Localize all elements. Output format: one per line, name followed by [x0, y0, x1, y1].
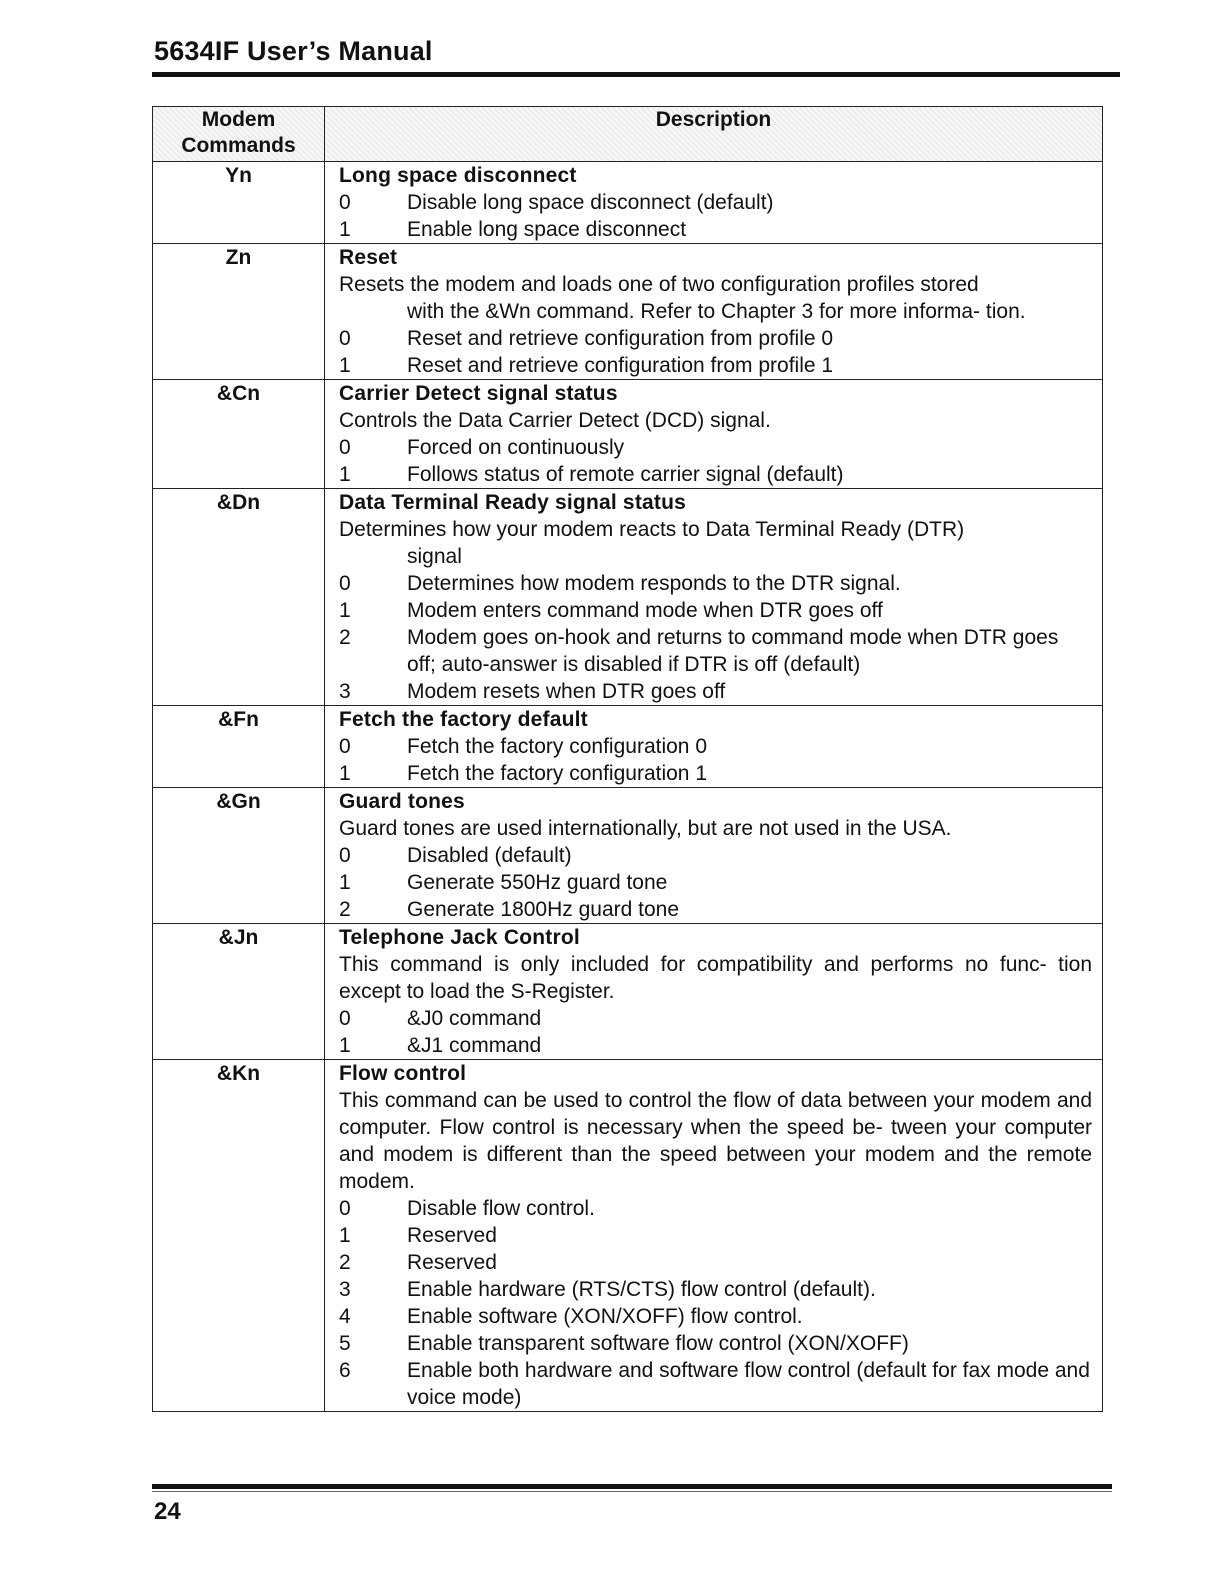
- option-number: 1: [339, 1224, 351, 1247]
- description-cell: [325, 706, 1103, 788]
- paragraph-text: Controls the Data Carrier Detect (DCD) signal.: [339, 409, 771, 432]
- option-text: Disabled (default): [407, 844, 572, 867]
- command-title: Reset: [339, 246, 398, 269]
- description-paragraph: [339, 815, 1092, 842]
- paragraph-text: Guard tones are used internationally, but are not used in the USA.: [339, 817, 952, 840]
- description-paragraph: [339, 271, 1092, 325]
- option-item: [339, 189, 1092, 216]
- paragraph-text: This command can be used to control the flow of data between your modem and computer. Flow control is necessary when the speed be- tween your computer and modem is different than the speed between your modem and the remote modem.: [339, 1089, 1092, 1193]
- option-number: 0: [339, 191, 351, 214]
- option-number: 3: [339, 680, 351, 703]
- paragraph-text: This command is only included for compatibility and performs no func- tion except to load the S-Register.: [339, 953, 1092, 1003]
- description-paragraph: [339, 1087, 1092, 1195]
- column-header-command-line1: Modem: [201, 108, 276, 131]
- option-number: 1: [339, 871, 351, 894]
- option-number: 0: [339, 735, 351, 758]
- option-item: [339, 869, 1092, 896]
- command-title: Fetch the factory default: [339, 708, 588, 731]
- option-item: [339, 733, 1092, 760]
- option-text: Fetch the factory configuration 1: [407, 762, 707, 785]
- option-text: Follows status of remote carrier signal (default): [407, 463, 844, 486]
- option-item: [339, 1195, 1092, 1222]
- column-header-command: [153, 107, 325, 162]
- description-cell: [325, 924, 1103, 1060]
- command-title: Flow control: [339, 1062, 467, 1085]
- option-text: Reset and retrieve configuration from profile 0: [407, 327, 834, 350]
- option-item: [339, 216, 1092, 243]
- description-cell: [325, 1060, 1103, 1412]
- option-item: [339, 842, 1092, 869]
- option-number: 0: [339, 436, 351, 459]
- option-number: 2: [339, 1251, 351, 1274]
- option-number: 4: [339, 1305, 351, 1328]
- command-cell: &Jn: [153, 924, 325, 1060]
- option-item: [339, 678, 1092, 705]
- paragraph-continuation: with the &Wn command. Refer to Chapter 3 for more informa- tion.: [407, 300, 1026, 323]
- table-body: [153, 162, 1103, 1412]
- table-row: [153, 1060, 1103, 1412]
- option-text: Disable flow control.: [407, 1197, 595, 1220]
- option-text: Reserved: [407, 1224, 497, 1247]
- table-row: [153, 706, 1103, 788]
- option-text: &J0 command: [407, 1007, 542, 1030]
- option-item: [339, 1249, 1092, 1276]
- option-number: 0: [339, 1007, 351, 1030]
- option-text: Enable both hardware and software flow control (default for fax mode and voice mode): [407, 1359, 1090, 1409]
- option-text: Reset and retrieve configuration from profile 1: [407, 354, 834, 377]
- option-text: Disable long space disconnect (default): [407, 191, 774, 214]
- command-cell: &Gn: [153, 788, 325, 924]
- description-cell: [325, 489, 1103, 706]
- description-cell: [325, 244, 1103, 380]
- command-cell: &Dn: [153, 489, 325, 706]
- command-title: Carrier Detect signal status: [339, 382, 618, 405]
- table-row: [153, 788, 1103, 924]
- page-number: 24: [154, 1498, 181, 1525]
- option-text: Fetch the factory configuration 0: [407, 735, 707, 758]
- option-number: 3: [339, 1278, 351, 1301]
- option-number: 5: [339, 1332, 351, 1355]
- paragraph-text: Determines how your modem reacts to Data Terminal Ready (DTR): [339, 518, 965, 541]
- description-paragraph: [339, 951, 1092, 1005]
- option-number: 0: [339, 327, 351, 350]
- command-title: Telephone Jack Control: [339, 926, 580, 949]
- option-item: [339, 352, 1092, 379]
- paragraph-text: Resets the modem and loads one of two configuration profiles stored: [339, 273, 979, 296]
- page-header-title: 5634IF User’s Manual: [154, 36, 433, 66]
- option-item: [339, 570, 1092, 597]
- command-title: Guard tones: [339, 790, 465, 813]
- footer-rule-thin: [152, 1491, 1112, 1492]
- option-item: [339, 325, 1092, 352]
- option-number: 1: [339, 463, 351, 486]
- option-text: Forced on continuously: [407, 436, 625, 459]
- option-text: Enable long space disconnect: [407, 218, 687, 241]
- option-text: Modem enters command mode when DTR goes off: [407, 599, 883, 622]
- command-title: Long space disconnect: [339, 164, 577, 187]
- option-number: 0: [339, 844, 351, 867]
- option-text: Modem resets when DTR goes off: [407, 680, 726, 703]
- option-number: 1: [339, 1034, 351, 1057]
- modem-commands-table: [152, 106, 1103, 1412]
- option-item: [339, 1303, 1092, 1330]
- option-text: Modem goes on-hook and returns to command mode when DTR goes off; auto-answer is disabled if DTR is off (default): [407, 626, 1059, 676]
- option-number: 2: [339, 898, 351, 921]
- table-row: [153, 380, 1103, 489]
- table-row: [153, 162, 1103, 244]
- table-row: [153, 924, 1103, 1060]
- option-item: [339, 896, 1092, 923]
- command-cell: &Cn: [153, 380, 325, 489]
- option-text: Determines how modem responds to the DTR signal.: [407, 572, 901, 595]
- option-number: 6: [339, 1359, 351, 1382]
- header-rule: [152, 72, 1120, 77]
- paragraph-continuation: signal: [407, 545, 462, 568]
- description-cell: [325, 380, 1103, 489]
- option-text: Enable software (XON/XOFF) flow control.: [407, 1305, 803, 1328]
- option-number: 1: [339, 354, 351, 377]
- option-item: [339, 1357, 1092, 1411]
- description-cell: [325, 788, 1103, 924]
- option-text: Enable hardware (RTS/CTS) flow control (default).: [407, 1278, 876, 1301]
- table-row: [153, 244, 1103, 380]
- option-item: [339, 597, 1092, 624]
- column-header-command-line2: Commands: [181, 134, 296, 157]
- option-text: Enable transparent software flow control (XON/XOFF): [407, 1332, 909, 1355]
- option-text: Reserved: [407, 1251, 497, 1274]
- command-cell: &Kn: [153, 1060, 325, 1412]
- option-item: [339, 1222, 1092, 1249]
- description-cell: [325, 162, 1103, 244]
- table-header-row: [153, 107, 1103, 162]
- option-text: Generate 550Hz guard tone: [407, 871, 668, 894]
- column-header-description: Description: [325, 107, 1103, 162]
- option-number: 1: [339, 762, 351, 785]
- table-row: [153, 489, 1103, 706]
- option-text: &J1 command: [407, 1034, 542, 1057]
- option-number: 2: [339, 626, 351, 649]
- description-paragraph: [339, 516, 1092, 570]
- option-item: [339, 1005, 1092, 1032]
- command-cell: Zn: [153, 244, 325, 380]
- command-title: Data Terminal Ready signal status: [339, 491, 686, 514]
- option-item: [339, 1032, 1092, 1059]
- description-paragraph: [339, 407, 1092, 434]
- option-item: [339, 1276, 1092, 1303]
- command-cell: Yn: [153, 162, 325, 244]
- option-number: 0: [339, 572, 351, 595]
- option-number: 1: [339, 599, 351, 622]
- option-item: [339, 624, 1092, 678]
- footer-rule: [152, 1484, 1112, 1489]
- option-item: [339, 760, 1092, 787]
- option-number: 0: [339, 1197, 351, 1220]
- command-cell: &Fn: [153, 706, 325, 788]
- option-number: 1: [339, 218, 351, 241]
- option-text: Generate 1800Hz guard tone: [407, 898, 680, 921]
- option-item: [339, 434, 1092, 461]
- option-item: [339, 1330, 1092, 1357]
- option-item: [339, 461, 1092, 488]
